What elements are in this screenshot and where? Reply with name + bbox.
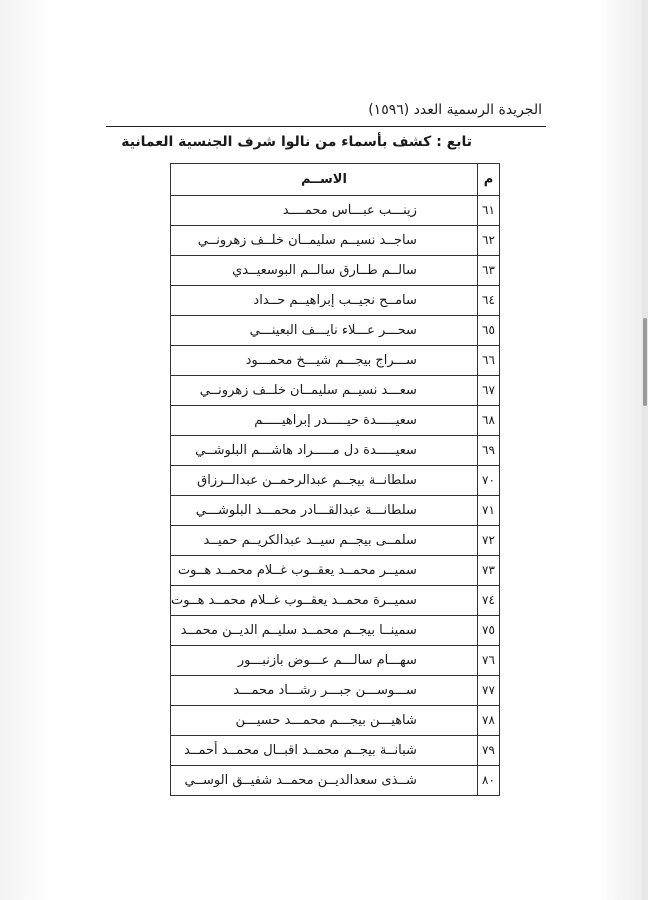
table-row (171, 226, 500, 256)
table-row (171, 256, 500, 286)
table-row (171, 376, 500, 406)
row-name: شبانــة بيجــم محمــد اقبــال محمــد أحمــد (171, 736, 478, 766)
table-row (171, 286, 500, 316)
row-name: سلطانـــة عبدالقـــادر محمـــد البلوشـــي (171, 496, 478, 526)
row-number: ٧٣ (477, 556, 499, 586)
row-number: ٦٧ (477, 376, 499, 406)
table-row (171, 526, 500, 556)
row-number: ٦٨ (477, 406, 499, 436)
table-row (171, 496, 500, 526)
row-number: ٦٩ (477, 436, 499, 466)
list-subtitle: تابع : كشف بأسماء من نالوا شرف الجنسية العمانية (121, 134, 472, 150)
row-name: ســـراج بيجـــم شيـــخ محمـــود (171, 346, 478, 376)
row-name: سلطانــة بيجــم عبدالرحمــن عبدالــرزاق (171, 466, 478, 496)
row-name: سعيـــــدة دل مـــــراد هاشـــم البلوشــي (171, 436, 478, 466)
row-number: ٨٠ (477, 766, 499, 796)
row-number: ٧٤ (477, 586, 499, 616)
row-name: سالــم طــارق سالــم البوسعيــدي (171, 256, 478, 286)
row-name: سعيـــــدة حيـــــدر إبراهيـــــم (171, 406, 478, 436)
row-name: شاهيـــن بيجـــم محمـــد حسيـــن (171, 706, 478, 736)
row-name: ســـوســـن جبـــر رشـــاد محمـــد (171, 676, 478, 706)
row-number: ٦٥ (477, 316, 499, 346)
row-name: شــذى سعدالديــن محمــد شفيــق الوســي (171, 766, 478, 796)
table-row (171, 466, 500, 496)
row-name: سحـــر عـــلاء نايـــف البعينـــي (171, 316, 478, 346)
scrollbar-track[interactable] (642, 0, 648, 900)
table-row (171, 556, 500, 586)
row-name: سميــرة محمــد يعقــوب غــلام محمــد هــوت (171, 586, 478, 616)
row-name: سهـــام سالـــم عـــوض بازنبـــور (171, 646, 478, 676)
row-name: سعـــد نسيــم سليمــان خلــف زهرونــي (171, 376, 478, 406)
row-number: ٧٩ (477, 736, 499, 766)
row-number: ٦٤ (477, 286, 499, 316)
row-number: ٦١ (477, 196, 499, 226)
names-table (170, 163, 500, 796)
table-row (171, 436, 500, 466)
header-divider (106, 126, 546, 127)
table-row (171, 766, 500, 796)
table-row (171, 676, 500, 706)
row-name: سمينــا بيجــم محمــد سليــم الديــن محمــد (171, 616, 478, 646)
row-number: ٧٨ (477, 706, 499, 736)
table-row (171, 616, 500, 646)
row-number: ٧٢ (477, 526, 499, 556)
row-number: ٦٦ (477, 346, 499, 376)
row-name: سميــر محمــد يعقــوب غــلام محمــد هــوت (171, 556, 478, 586)
table-header-row (171, 164, 500, 196)
table-row (171, 646, 500, 676)
gazette-header-title: الجريدة الرسمية العدد (١٥٩٦) (368, 102, 542, 118)
table-row (171, 316, 500, 346)
table-row (171, 196, 500, 226)
row-number: ٦٢ (477, 226, 499, 256)
table-row (171, 706, 500, 736)
scrollbar-thumb[interactable] (643, 318, 647, 406)
row-number: ٧٧ (477, 676, 499, 706)
header-name: الاســم (171, 164, 478, 196)
row-number: ٧٠ (477, 466, 499, 496)
row-number: ٦٣ (477, 256, 499, 286)
row-number: ٧٥ (477, 616, 499, 646)
row-name: ساجــد نسيــم سليمــان خلــف زهرونــي (171, 226, 478, 256)
table-row (171, 406, 500, 436)
table-row (171, 586, 500, 616)
row-name: سلمــى بيجــم سيــد عبدالكريــم حميــد (171, 526, 478, 556)
table-row (171, 736, 500, 766)
row-number: ٧٦ (477, 646, 499, 676)
row-name: سامــح نجيــب إبراهيــم حــداد (171, 286, 478, 316)
table-row (171, 346, 500, 376)
header-number: م (477, 164, 499, 196)
row-name: زينـــب عبـــاس محمــــد (171, 196, 478, 226)
row-number: ٧١ (477, 496, 499, 526)
